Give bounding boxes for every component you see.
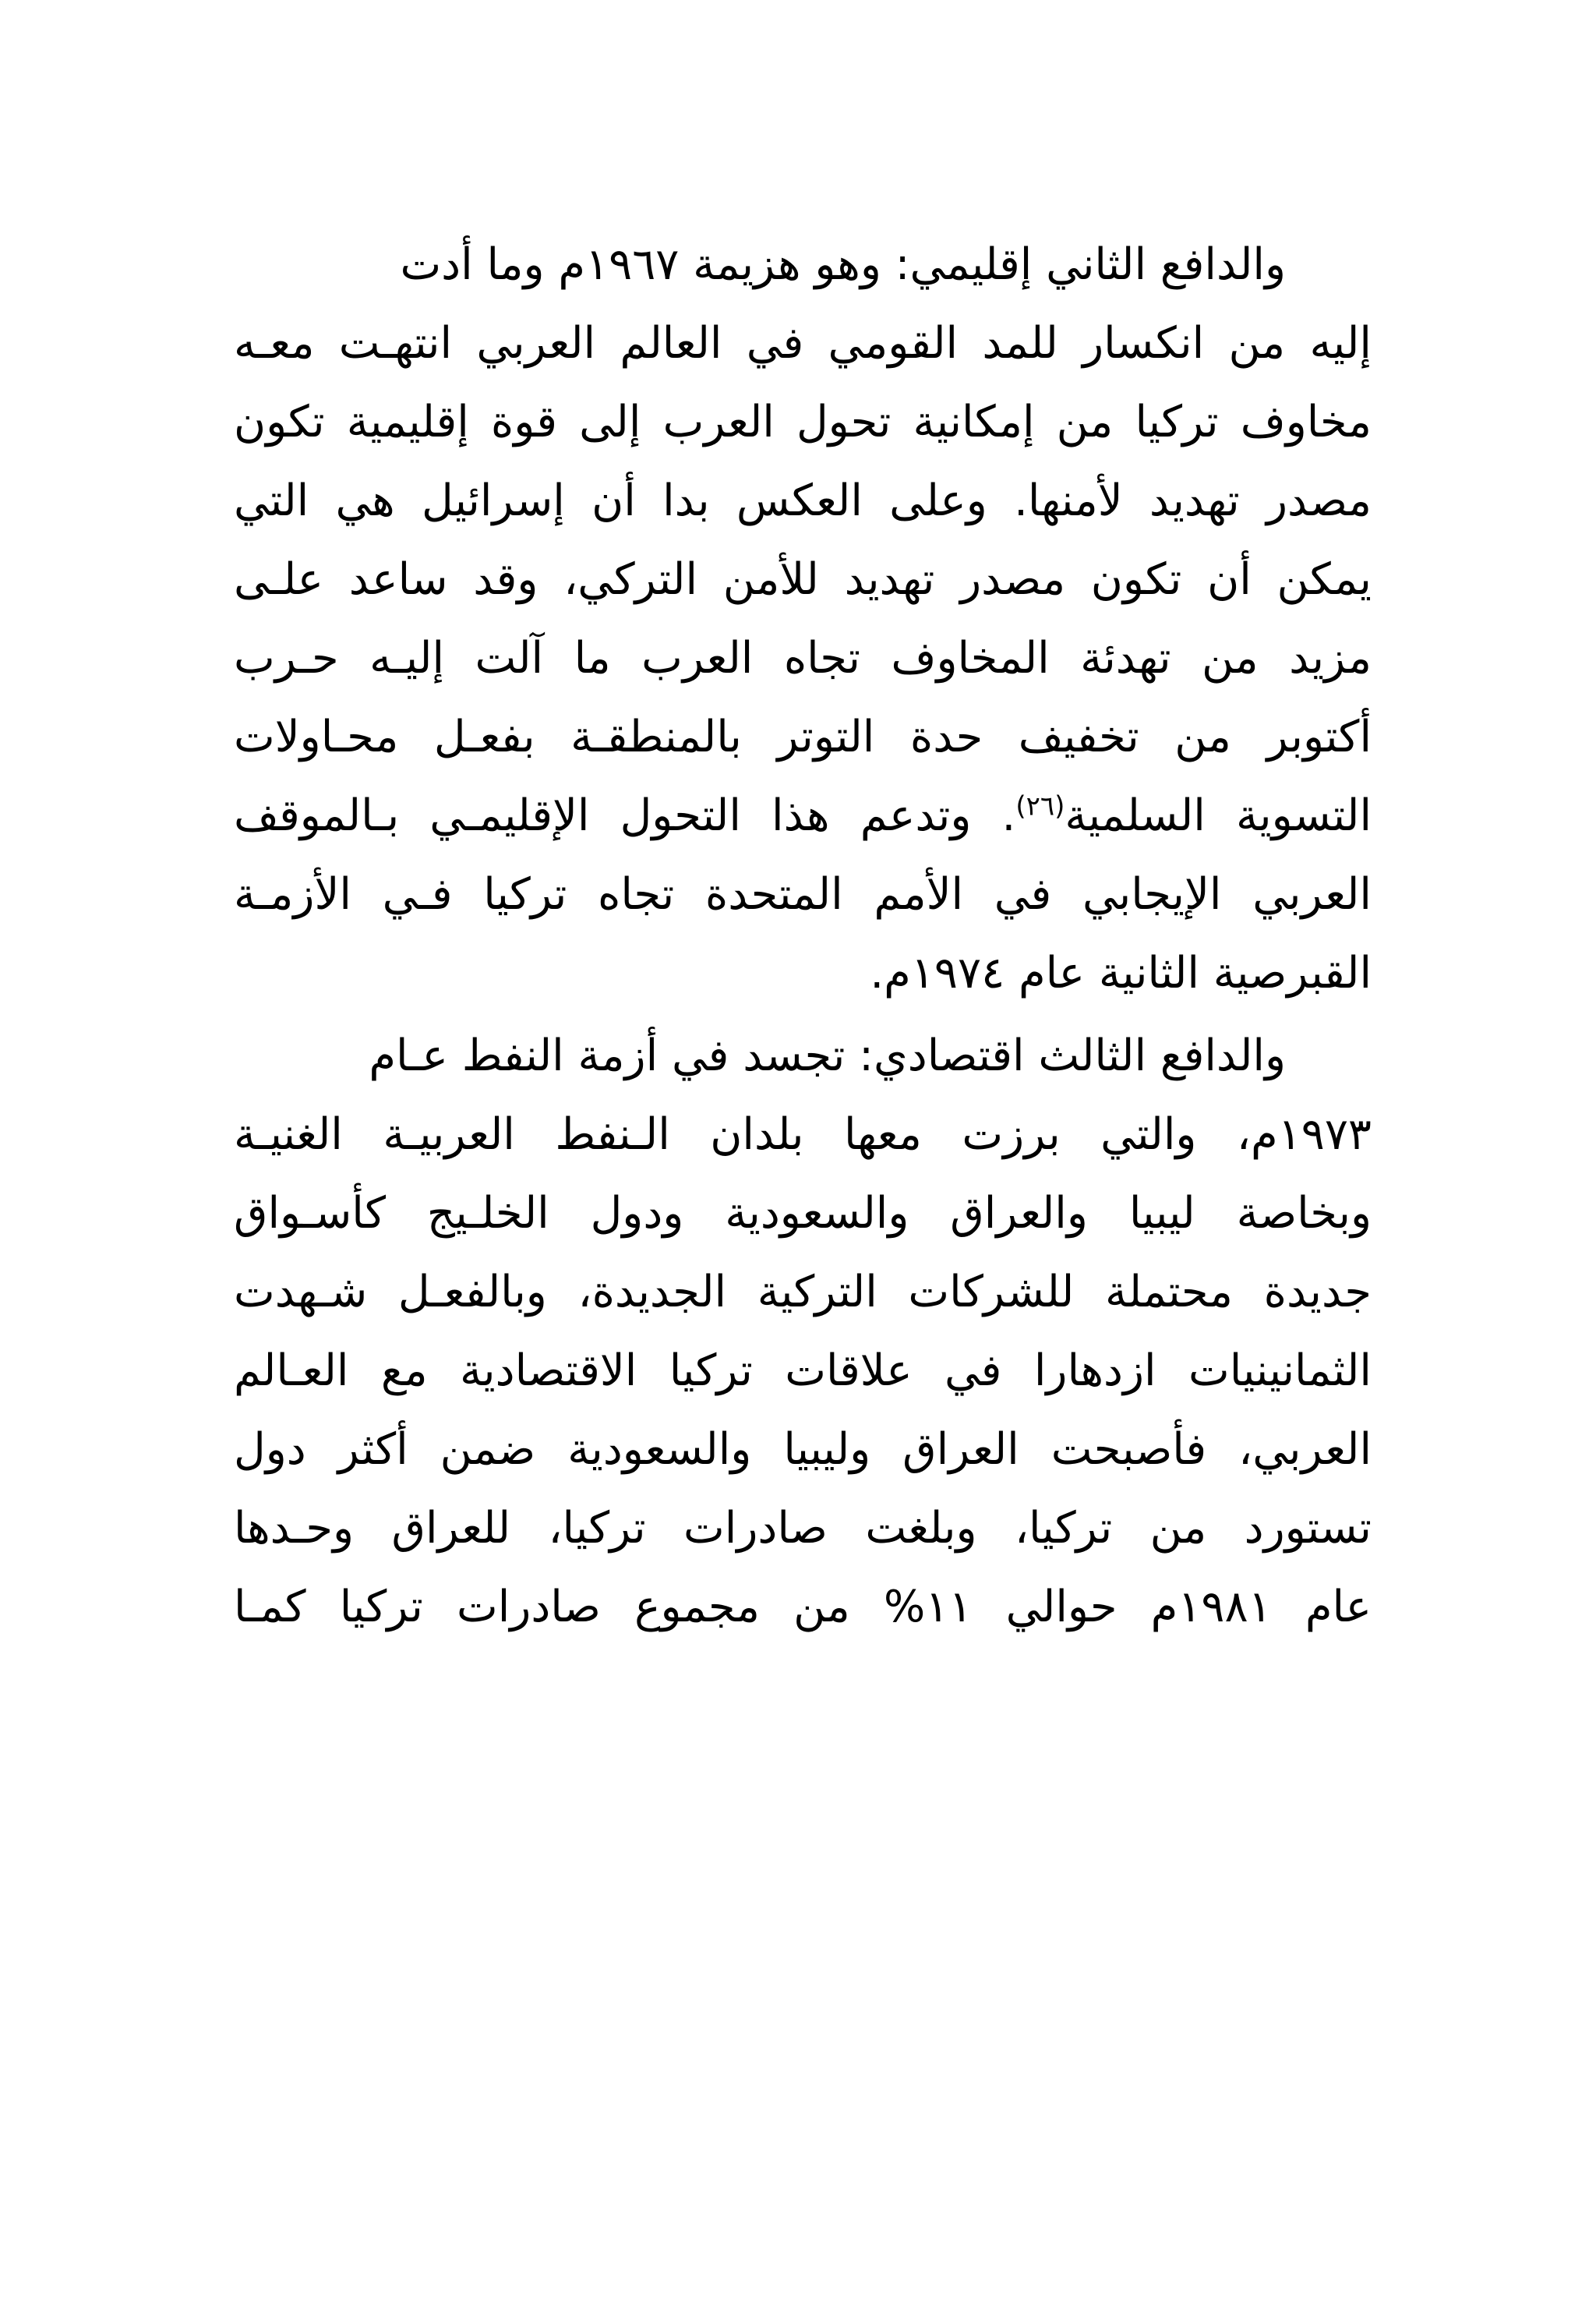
paragraph-1-line-2: إليه من انكسار للمد القومي في العالم العربي انتهـت معـه [234,318,1372,369]
paragraph-1-line-10: القبرصية الثانية عام ١٩٧٤م. [870,948,1372,999]
paragraph-2-line-1: والدافع الثالث اقتصادي: تجسد في أزمة النفط عـام [369,1031,1286,1081]
paragraph-1-line-7: أكتوبر من تخفيف حدة التوتر بالمنطقـة بفعـل محـاولات [234,712,1372,762]
paragraph-1-line-1: والدافع الثاني إقليمي: وهو هزيمة ١٩٦٧م وما أدت [400,239,1286,290]
paragraph-2-line-3: وبخاصة ليبيا والعراق والسعودية ودول الخلـيج كأسـواق [234,1188,1372,1239]
paragraph-1-line-5: يمكن أن تكون مصدر تهديد للأمن التركي، وقد ساعد علـى [234,554,1372,605]
paragraph-2-line-6: العربي، فأصبحت العراق وليبيا والسعودية ضمن أكثر دول [234,1424,1372,1475]
paragraph-2-line-5: الثمانينيات ازدهارا في علاقات تركيا الاقتصادية مع العـالم [234,1345,1372,1396]
footnote-reference: (٢٦) [1015,790,1065,822]
paragraph-2-line-4: جديدة محتملة للشركات التركية الجديدة، وبالفعـل شـهدت [234,1267,1372,1317]
paragraph-2-line-2: ١٩٧٣م، والتي برزت معها بلدان الـنفط العربيـة الغنيـة [234,1109,1372,1160]
paragraph-1-line-6: مزيد من تهدئة المخاوف تجاه العرب ما آلت إليـه حـرب [234,633,1372,684]
paragraph-1-line-9: العربي الإيجابي في الأمم المتحدة تجاه تركيا فـي الأزمـة [234,869,1372,920]
footnote-anchor-text: التسوية السلمية [1065,790,1372,841]
paragraph-1-line-4: مصدر تهديد لأمنها. وعلى العكس بدا أن إسرائيل هي التي [234,475,1372,526]
paragraph-1-line-3: مخاوف تركيا من إمكانية تحول العرب إلى قوة إقليمية تكون [234,397,1372,447]
paragraph-2-line-8: عام ١٩٨١م حوالي ١١% من مجموع صادرات تركيا كمـا [234,1582,1372,1632]
line-continuation-text: . وتدعم هذا التحول الإقليمـي بـالموقف [234,790,1016,841]
paragraph-2-line-7: تستورد من تركيا، وبلغت صادرات تركيا، للعراق وحـدها [234,1503,1372,1554]
paragraph-1-line-8 [234,781,1372,851]
